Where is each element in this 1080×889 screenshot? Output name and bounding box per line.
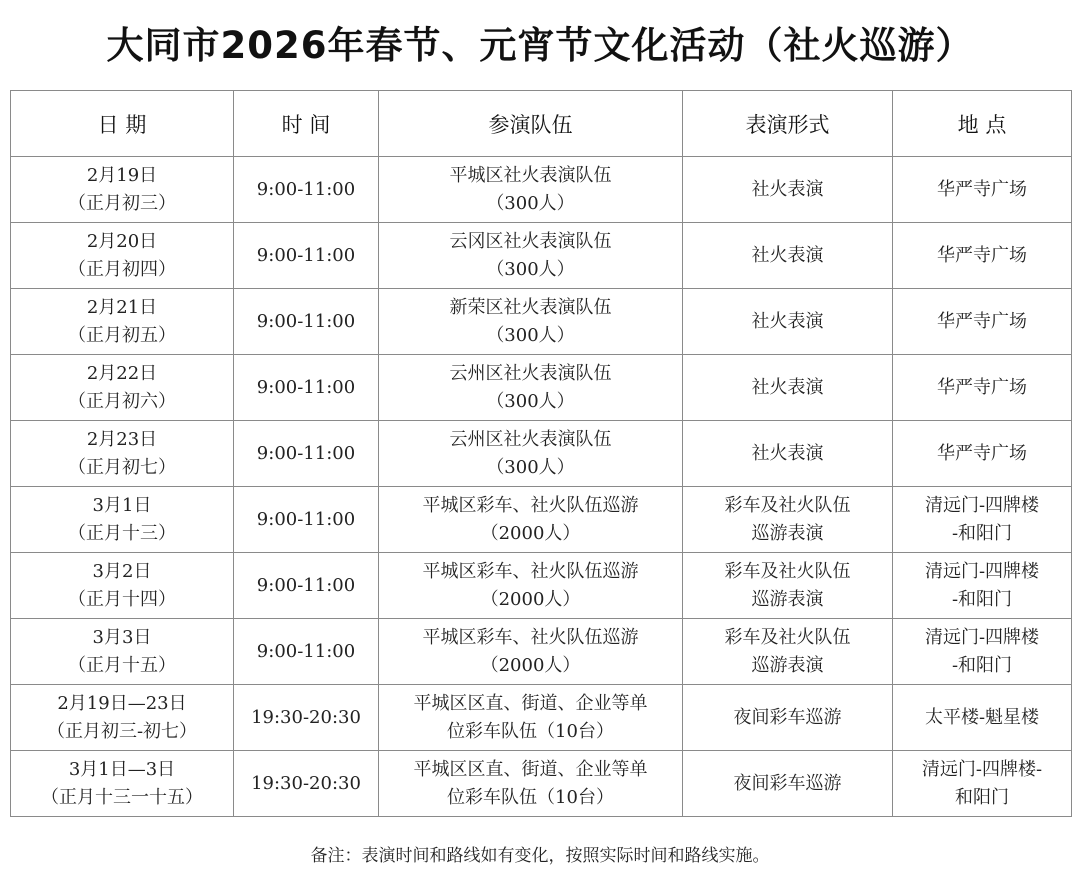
form-cell-line: 社火表演 [751,244,824,266]
form-cell [683,487,893,553]
time-cell: 9:00-11:00 [234,553,379,619]
place-cell [893,421,1072,487]
page-title: 大同市2026年春节、元宵节文化活动（社火巡游） [106,24,974,67]
form-cell [683,289,893,355]
team-cell-line: （2000人） [480,522,581,544]
date-cell-line: 2月19日 [86,164,158,186]
place-cell-line: 清远门-四牌楼 [924,494,1040,516]
date-cell-line: 3月2日 [92,560,152,582]
team-cell-line: （300人） [486,456,575,478]
place-cell-line: 华严寺广场 [937,442,1027,464]
date-cell-line: 2月23日 [86,428,158,450]
place-cell [893,355,1072,421]
team-cell-line: 云冈区社火表演队伍 [449,230,612,252]
team-cell-line: 平城区彩车、社火队伍巡游 [422,560,639,582]
place-cell-line: 清远门-四牌楼- [921,758,1043,780]
form-cell-line: 社火表演 [751,442,824,464]
column-header-date: 日 期 [11,91,234,157]
team-cell-line: （2000人） [480,654,581,676]
team-cell-line: （300人） [486,258,575,280]
time-cell: 9:00-11:00 [234,421,379,487]
date-cell-line: （正月初六） [68,390,176,412]
place-cell-line: 太平楼-魁星楼 [924,706,1040,728]
form-cell-line: 彩车及社火队伍 [724,560,851,582]
time-cell: 19:30-20:30 [234,751,379,817]
team-cell-line: 新荣区社火表演队伍 [449,296,612,318]
team-cell-line: 平城区社火表演队伍 [449,164,612,186]
place-cell-line: -和阳门 [951,522,1013,544]
form-cell-line: 社火表演 [751,178,824,200]
team-cell-line: （300人） [486,324,575,346]
form-cell [683,685,893,751]
time-cell: 19:30-20:30 [234,685,379,751]
date-cell-line: （正月十五） [68,654,176,676]
schedule-table [10,90,1072,817]
date-cell-line: 2月22日 [86,362,158,384]
place-cell-line: 清远门-四牌楼 [924,560,1040,582]
team-cell [379,355,683,421]
table-row [11,157,1072,223]
team-cell-line: （300人） [486,390,575,412]
form-cell [683,157,893,223]
date-cell-line: （正月初三） [68,192,176,214]
date-cell [11,751,234,817]
form-cell-line: 巡游表演 [751,654,824,676]
form-cell-line: 社火表演 [751,376,824,398]
table-row [11,421,1072,487]
form-cell [683,553,893,619]
table-row [11,751,1072,817]
team-cell [379,619,683,685]
table-row [11,355,1072,421]
team-cell [379,751,683,817]
team-cell-line: （2000人） [480,588,581,610]
table-row [11,487,1072,553]
date-cell-line: 2月21日 [86,296,158,318]
date-cell [11,487,234,553]
date-cell-line: （正月十三） [68,522,176,544]
team-cell-line: 位彩车队伍（10台） [447,720,614,742]
form-cell-line: 彩车及社火队伍 [724,494,851,516]
date-cell-line: 2月19日—23日 [57,692,187,714]
time-cell: 9:00-11:00 [234,355,379,421]
form-cell-line: 巡游表演 [751,588,824,610]
team-cell-line: 平城区彩车、社火队伍巡游 [422,494,639,516]
form-cell [683,421,893,487]
table-row [11,619,1072,685]
place-cell-line: 和阳门 [955,786,1009,808]
team-cell-line: 平城区彩车、社火队伍巡游 [422,626,639,648]
team-cell [379,553,683,619]
place-cell-line: 华严寺广场 [937,178,1027,200]
team-cell [379,421,683,487]
date-cell-line: 3月1日—3日 [68,758,176,780]
date-cell-line: （正月初五） [68,324,176,346]
date-cell [11,685,234,751]
place-cell [893,289,1072,355]
form-cell-line: 夜间彩车巡游 [733,772,842,794]
place-cell [893,685,1072,751]
date-cell [11,289,234,355]
table-row [11,685,1072,751]
time-cell: 9:00-11:00 [234,157,379,223]
date-cell [11,553,234,619]
place-cell-line: -和阳门 [951,588,1013,610]
place-cell [893,751,1072,817]
place-cell [893,223,1072,289]
form-cell-line: 彩车及社火队伍 [724,626,851,648]
column-header-team: 参演队伍 [379,91,683,157]
team-cell-line: 平城区区直、街道、企业等单 [413,758,648,780]
time-cell: 9:00-11:00 [234,223,379,289]
form-cell [683,355,893,421]
table-header-row [11,91,1072,157]
place-cell-line: -和阳门 [951,654,1013,676]
date-cell-line: （正月初四） [68,258,176,280]
place-cell [893,157,1072,223]
date-cell [11,421,234,487]
date-cell-line: （正月初七） [68,456,176,478]
date-cell-line: （正月初三-初七） [46,720,198,742]
form-cell-line: 巡游表演 [751,522,824,544]
form-cell-line: 社火表演 [751,310,824,332]
place-cell [893,487,1072,553]
team-cell-line: 云州区社火表演队伍 [449,428,612,450]
place-cell-line: 华严寺广场 [937,376,1027,398]
team-cell-line: 平城区区直、街道、企业等单 [413,692,648,714]
time-cell: 9:00-11:00 [234,487,379,553]
place-cell [893,619,1072,685]
date-cell-line: 3月1日 [92,494,152,516]
date-cell [11,223,234,289]
time-cell: 9:00-11:00 [234,289,379,355]
footnote: 备注：表演时间和路线如有变化，按照实际时间和路线实施。 [310,846,770,866]
team-cell-line: 位彩车队伍（10台） [447,786,614,808]
table-row [11,223,1072,289]
table-row [11,289,1072,355]
team-cell-line: （300人） [486,192,575,214]
team-cell [379,487,683,553]
date-cell-line: 3月3日 [92,626,152,648]
form-cell-line: 夜间彩车巡游 [733,706,842,728]
column-header-form: 表演形式 [683,91,893,157]
time-cell: 9:00-11:00 [234,619,379,685]
place-cell-line: 清远门-四牌楼 [924,626,1040,648]
team-cell-line: 云州区社火表演队伍 [449,362,612,384]
date-cell-line: 2月20日 [86,230,158,252]
team-cell [379,223,683,289]
date-cell [11,157,234,223]
place-cell [893,553,1072,619]
place-cell-line: 华严寺广场 [937,310,1027,332]
team-cell [379,289,683,355]
column-header-place: 地 点 [893,91,1072,157]
date-cell [11,619,234,685]
date-cell-line: （正月十三一十五） [41,786,203,808]
date-cell-line: （正月十四） [68,588,176,610]
column-header-time: 时 间 [234,91,379,157]
table-body [11,157,1072,817]
form-cell [683,619,893,685]
team-cell [379,685,683,751]
form-cell [683,223,893,289]
team-cell [379,157,683,223]
table-row [11,553,1072,619]
place-cell-line: 华严寺广场 [937,244,1027,266]
form-cell [683,751,893,817]
date-cell [11,355,234,421]
